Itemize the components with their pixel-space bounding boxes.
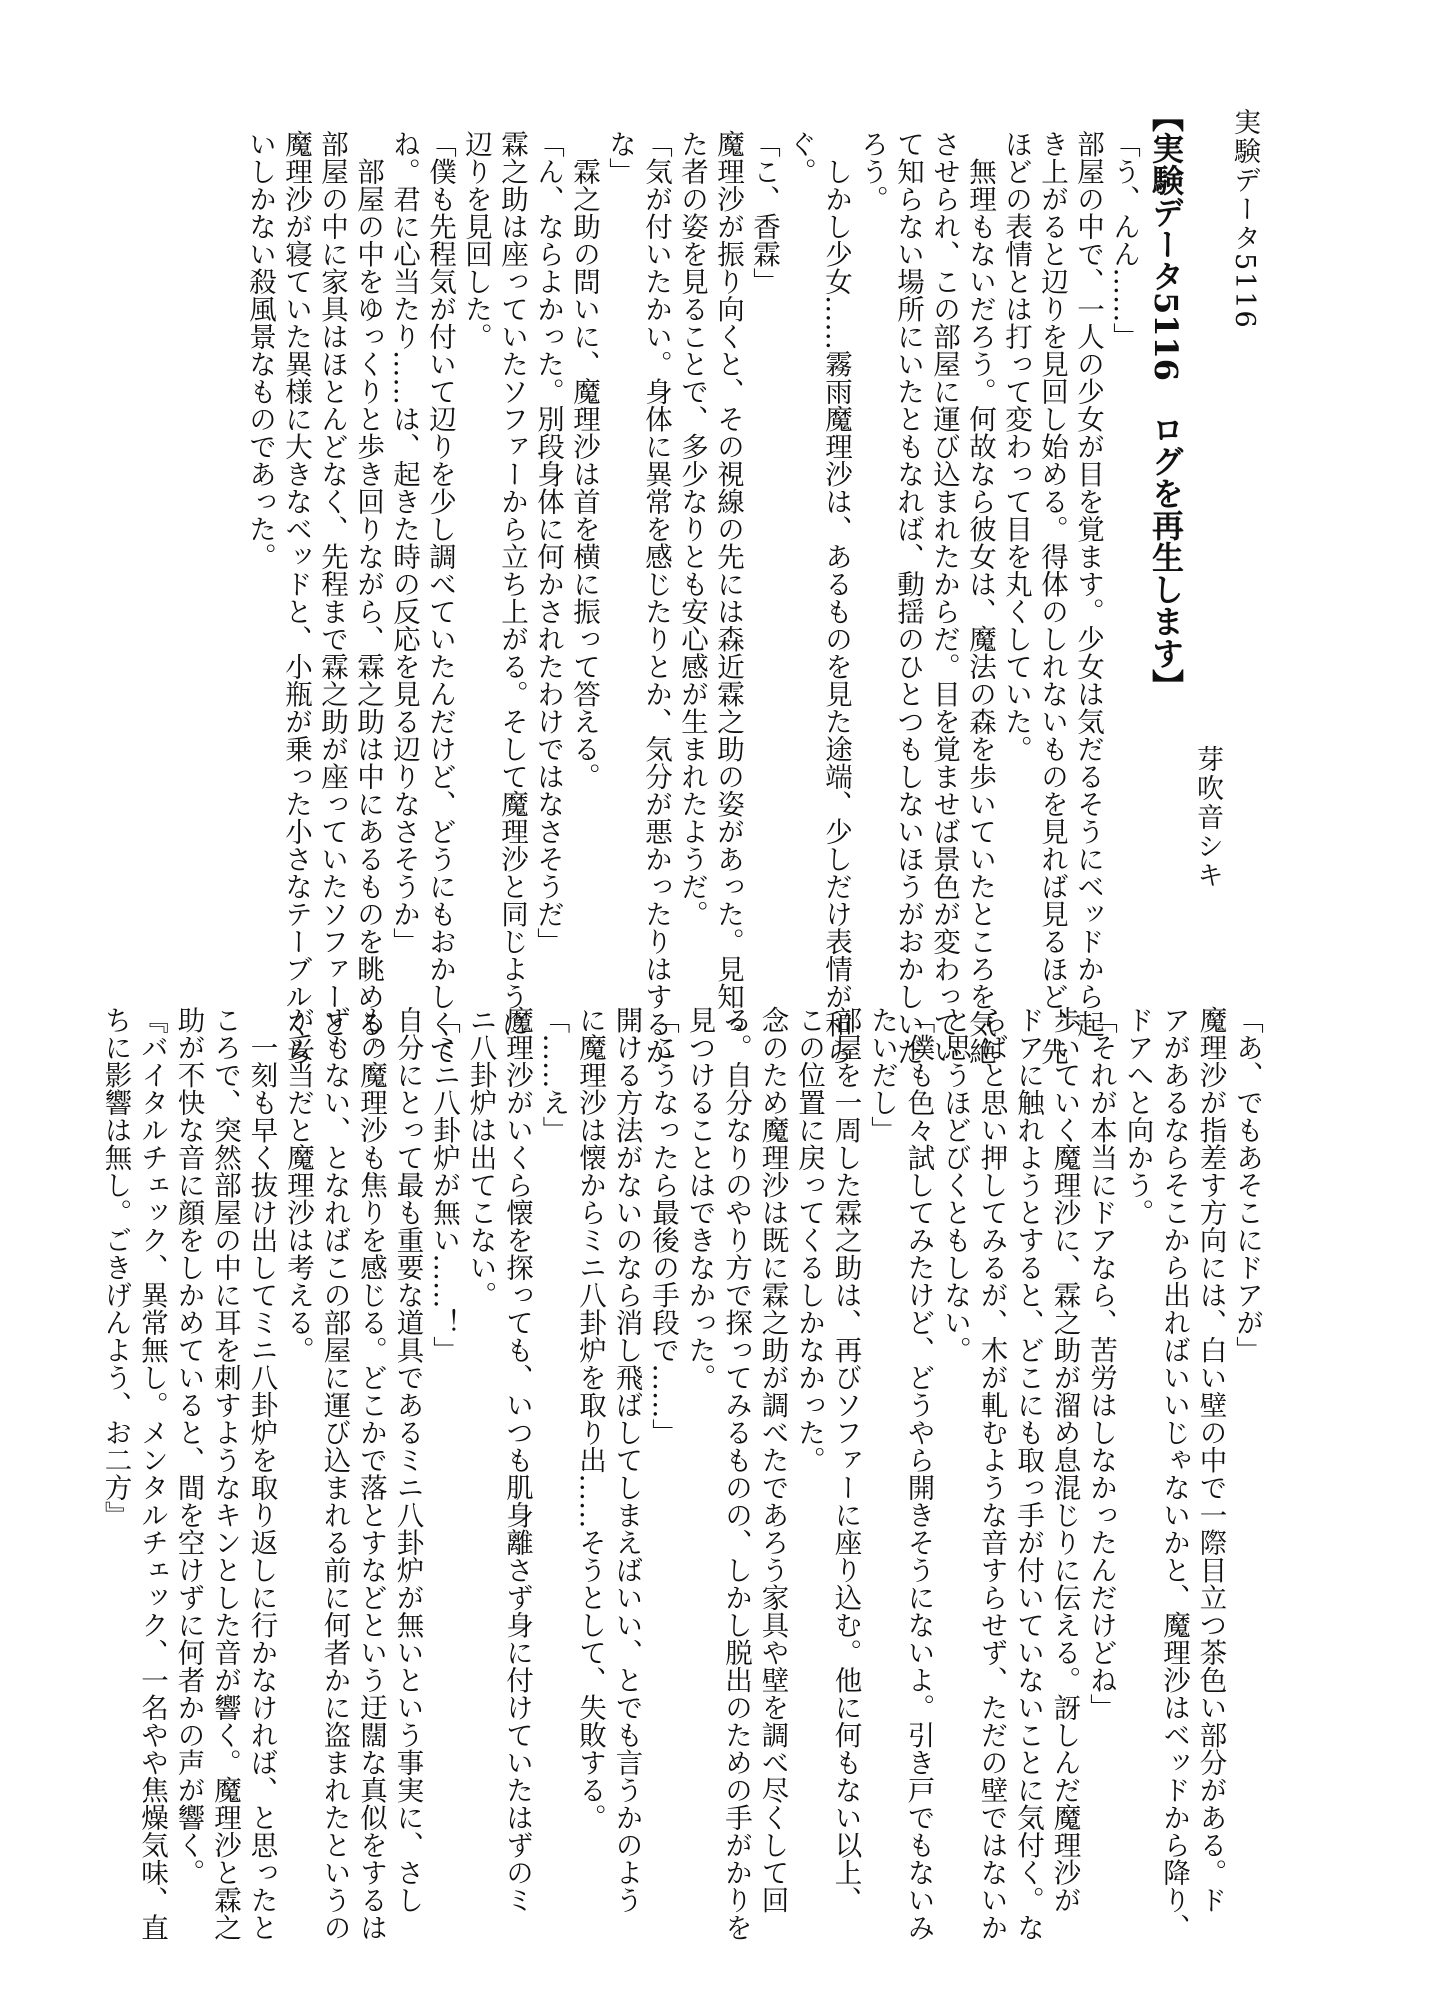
section-heading: 【実験データ5116 ログを再生します】 bbox=[1147, 100, 1185, 702]
document-title: 実験データ5116 bbox=[1229, 108, 1260, 330]
upper-body-text: 「う、んん……」 部屋の中で、一人の少女が目を覚ます。少女は気だるそうにベッドから起 き上がると辺りを見回し始める。得体のしれないものを見れば見るほど、先 ほどの表情とは打って変わって目を丸くしていた。 無理もないだろう。何故なら彼女は、魔法の森を歩いていたところを気絶 させられ、この部屋に運び込まれたからだ。目を覚ませば景色が変わってい て知らない場所にいたともなれば、動揺のひとつもしないほうがおかしいだ ろう。 しかし少女……霧雨魔理沙は、あるものを見た途端、少しだけ表情が和ら ぐ。 「こ、香霖」 魔理沙が振り向くと、その視線の先には森近霖之助の姿があった。見知っ た者の姿を見ることで、多少なりとも安心感が生まれたようだ。 「気が付いたかい。身体に異常を感じたりとか、気分が悪かったりはするか な」 霖之助の問いに、魔理沙は首を横に振って答える。 「ん、ならよかった。別段身体に何かされたわけではなさそうだ」 霖之助は座っていたソファーから立ち上がる。そして魔理沙と同じように 辺りを見回した。 「僕も先程気が付いて辺りを少し調べていたんだけど、どうにもおかしくて ね。君に心当たり……は、起きた時の反応を見る辺りなさそうか」 部屋の中をゆっくりと歩き回りながら、霖之助は中にあるものを眺める。 部屋の中に家具はほとんどなく、先程まで霖之助が座っていたソファーと、 魔理沙が寝ていた異様に大きなベッドと、小瓶が乗った小さなテーブルくら いしかない殺風景なものであった。 bbox=[244, 130, 1140, 1065]
lower-body-text: 「あ、でもあそこにドアが」 魔理沙が指差す方向には、白い壁の中で一際目立つ茶色い部分がある。ド アがあるならそこから出ればいいじゃないかと、魔理沙はベッドから降り、 ドアへと向かう。 「それが本当にドアなら、苦労はしなかったんだけどね」 歩いていく魔理沙に、霖之助が溜め息混じりに伝える。訝しんだ魔理沙が ドアに触れようとすると、どこにも取っ手が付いていないことに気付く。な らばと思い押してみるが、木が軋むような音すらせず、ただの壁ではないか と思うほどびくともしない。 「僕も色々試してみたけど、どうやら開きそうにないよ。引き戸でもないみ たいだし」 部屋を一周した霖之助は、再びソファーに座り込む。他に何もない以上、 この位置に戻ってくるしかなかった。 念のため魔理沙は既に霖之助が調べたであろう家具や壁を調べ尽くして回 る。自分なりのやり方で探ってみるものの、しかし脱出のための手がかりを 見つけることはできなかった。 「こうなったら最後の手段で……」 開ける方法がないのなら消し飛ばしてしまえばいい、とでも言うかのよう に魔理沙は懐からミニ八卦炉を取り出……そうとして、失敗する。 「……え」 魔理沙がいくら懐を探っても、いつも肌身離さず身に付けていたはずのミ ニ八卦炉は出てこない。 「ミニ八卦炉が無い……！」 自分にとって最も重要な道具であるミニ八卦炉が無いという事実に、さし もの魔理沙も焦りを感じる。どこかで落とすなどという迂闊な真似をするは ずもない、となればこの部屋に運び込まれる前に何者かに盗まれたというの が妥当だと魔理沙は考える。 一刻も早く抜け出してミニ八卦炉を取り返しに行かなければ、と思ったと ころで、突然部屋の中に耳を刺すようなキンとした音が響く。魔理沙と霖之 助が不快な音に顔をしかめていると、間を空けずに何者かの声が響く。 『バイタルチェック、異常無し。メンタルチェック、一名やや焦燥気味、直 ちに影響は無し。ごきげんよう、お二方』 bbox=[99, 1006, 1263, 1941]
author-name: 芽吹音シキ bbox=[1192, 745, 1223, 890]
